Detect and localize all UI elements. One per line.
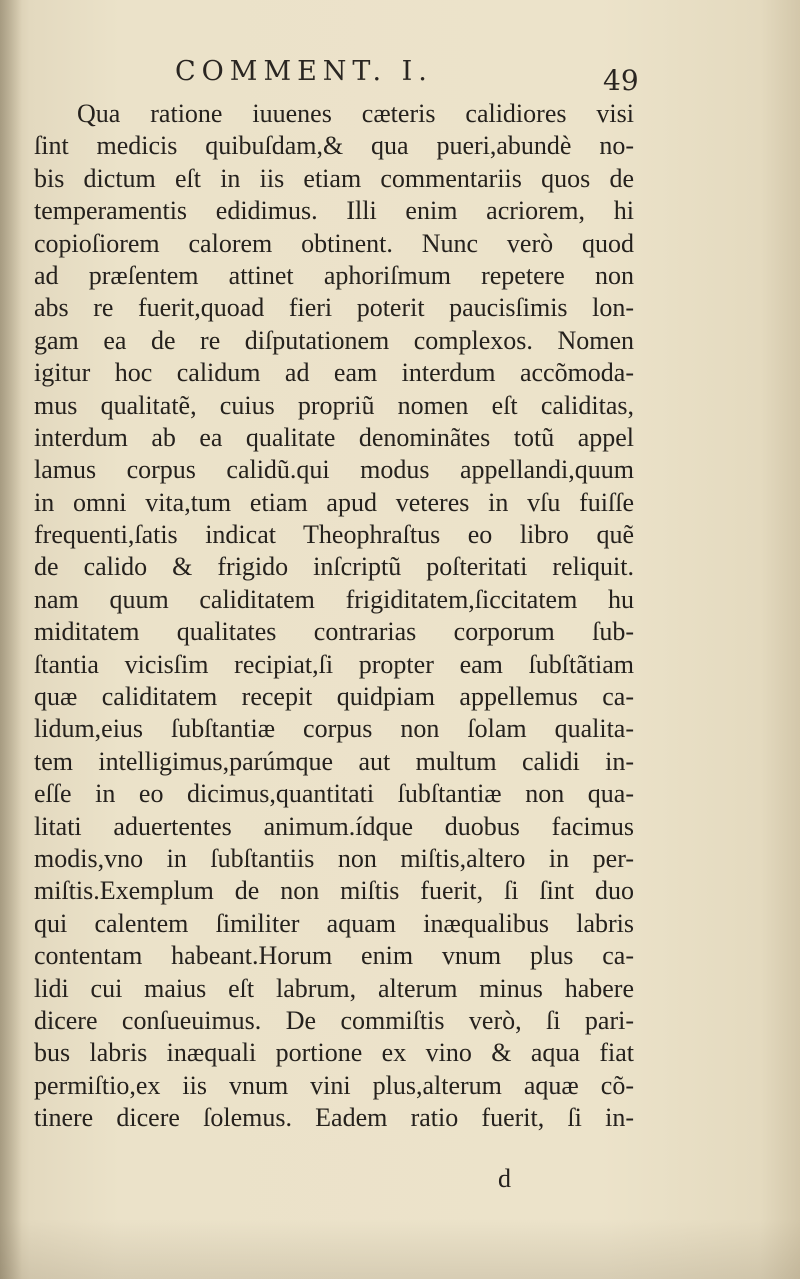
text-line: in omni vita,tum etiam apud veteres in vſu fuiſſe [34,487,634,517]
text-line: lidum,eius ſubſtantiæ corpus non ſolam qualita- [34,714,634,744]
text-line: mus qualitatẽ, cuius propriũ nomen eſt caliditas, [34,390,634,420]
text-line: bus labris inæquali portione ex vino & aqua fiat [34,1038,634,1068]
text-line: dicere conſueuimus. De commiſtis verò, ſi pari- [34,1005,634,1035]
text-line: lidi cui maius eſt labrum, alterum minus habere [34,973,634,1003]
text-line: litati aduertentes animum.ídque duobus facimus [34,811,634,841]
text-line: permiſtio,ex iis vnum vini plus,alterum aquæ cõ- [34,1070,634,1100]
text-line: ſint medicis quibuſdam,& qua pueri,abundè no- [34,131,634,161]
text-line: modis,vno in ſubſtantiis non miſtis,altero in per- [34,843,634,873]
text-line: nam quum caliditatem frigiditatem,ſiccitatem hu [34,584,634,614]
text-line: temperamentis edidimus. Illi enim acriorem, hi [34,196,634,226]
body-text [34,98,634,1135]
text-line: qui calentem ſimiliter aquam inæqualibus labris [34,908,634,938]
text-line: interdum ab ea qualitate denominãtes totũ appel [34,422,634,452]
text-line: copioſiorem calorem obtinent. Nunc verò quod [34,228,634,258]
text-line: abs re fuerit,quoad fieri poterit paucisſimis lon- [34,293,634,323]
text-line: ſtantia vicisſim recipiat,ſi propter eam ſubſtãtiam [34,649,634,679]
text-line: eſſe in eo dicimus,quantitati ſubſtantiæ non qua- [34,779,634,809]
text-line: gam ea de re diſputationem complexos. Nomen [34,325,634,355]
catchword: d [498,1164,511,1193]
running-head: COMMENT. I. [175,56,433,87]
text-line: miditatem qualitates contrarias corporum ſub- [34,617,634,647]
text-line: frequenti,ſatis indicat Theophraſtus eo libro quẽ [34,520,634,550]
text-line: Qua ratione iuuenes cæteris calidiores visi [77,99,634,128]
text-line: miſtis.Exemplum de non miſtis fuerit, ſi ſint duo [34,876,634,906]
text-line: bis dictum eſt in iis etiam commentariis quos de [34,163,634,193]
text-line: igitur hoc calidum ad eam interdum accõmoda- [34,358,634,388]
text-line: tem intelligimus,parúmque aut multum calidi in- [34,746,634,776]
text-line: contentam habeant.Horum enim vnum plus ca- [34,941,634,971]
text-line: ad præſentem attinet aphoriſmum repetere non [34,260,634,290]
text-line: lamus corpus calidũ.qui modus appellandi,quum [34,455,634,485]
text-line: quæ caliditatem recepit quidpiam appellemus ca- [34,682,634,712]
page-header [0,56,800,96]
page-number: 49 [603,64,639,97]
text-line: de calido & frigido inſcriptũ poſteritati reliquit. [34,552,634,582]
text-line: tinere dicere ſolemus. Eadem ratio fuerit, ſi in- [34,1103,634,1133]
